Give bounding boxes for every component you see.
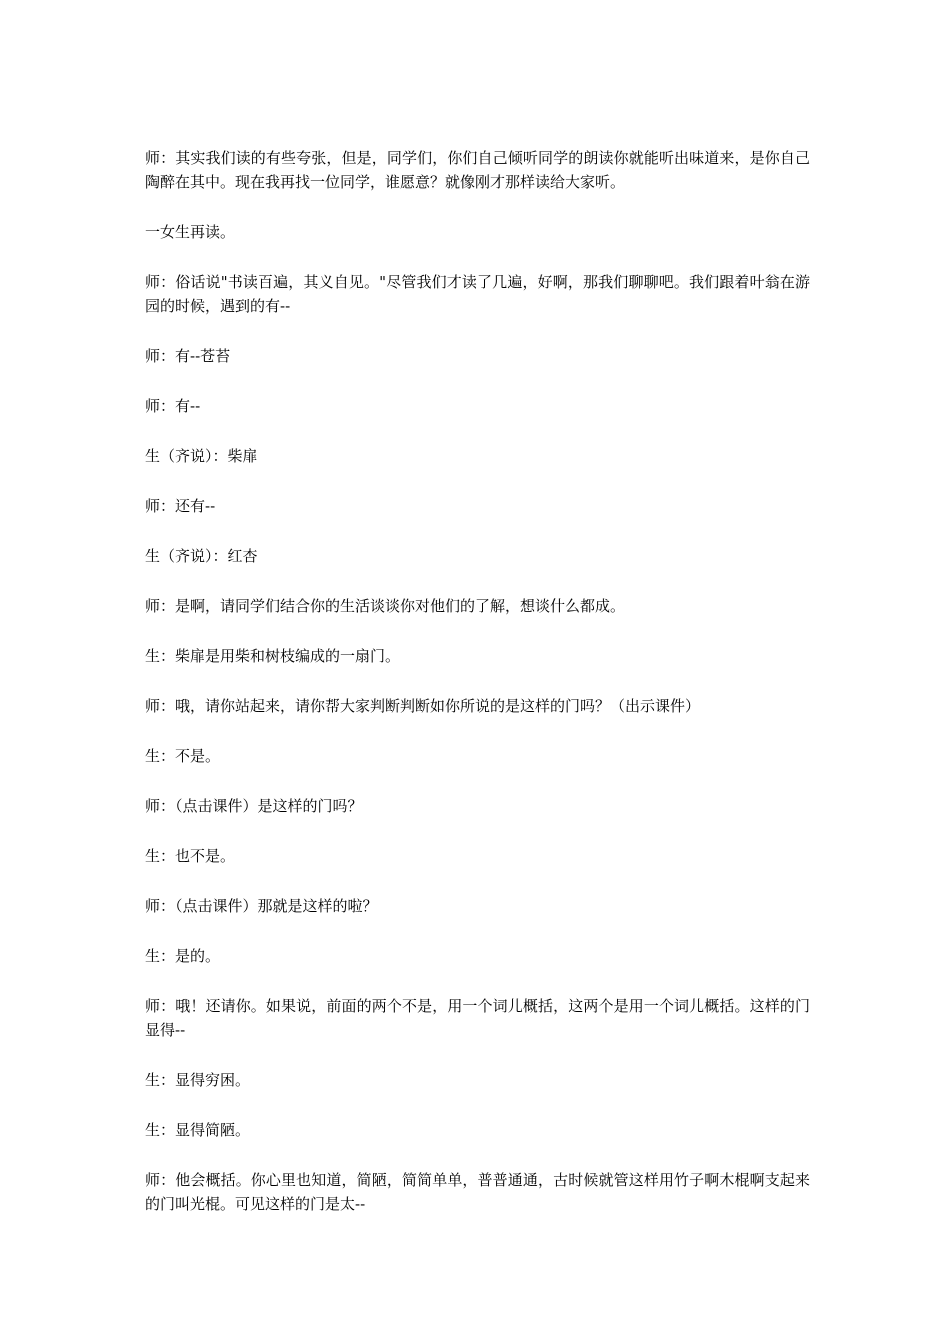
paragraph: 生：也不是。	[145, 847, 236, 865]
paragraph: 师：哦，请你站起来，请你帮大家判断判断如你所说的是这样的门吗？（出示课件）	[145, 697, 701, 715]
paragraph: 师：（点击课件）是这样的门吗？	[145, 797, 363, 815]
paragraph: 师：其实我们读的有些夸张，但是，同学们，你们自己倾听同学的朗读你就能听出味道来，是你自己陶醉在其中。现在我再找一位同学，谁愿意？就像刚才那样读给大家听。	[145, 149, 810, 191]
paragraph: 师：有--	[145, 397, 201, 415]
paragraph: 师：俗话说"书读百遍，其义自见。"尽管我们才读了几遍，好啊，那我们聊聊吧。我们跟着叶翁在游园的时候，遇到的有--	[145, 273, 810, 315]
paragraph: 一女生再读。	[145, 223, 236, 241]
paragraph: 生：不是。	[145, 747, 221, 765]
document-body	[145, 146, 810, 1242]
paragraph: 生：柴扉是用柴和树枝编成的一扇门。	[145, 647, 401, 665]
paragraph: 生（齐说）：柴扉	[145, 447, 258, 465]
paragraph: 师：有--苍苔	[145, 347, 231, 365]
paragraph: 生：是的。	[145, 947, 221, 965]
paragraph: 师：哦！还请你。如果说，前面的两个不是，用一个词儿概括，这两个是用一个词儿概括。这样的门显得--	[145, 997, 810, 1039]
paragraph: 师：他会概括。你心里也知道，简陋，简简单单，普普通通，古时候就管这样用竹子啊木棍啊支起来的门叫光棍。可见这样的门是太--	[145, 1171, 810, 1213]
paragraph: 生（齐说）：红杏	[145, 547, 258, 565]
paragraph: 生：显得简陋。	[145, 1121, 251, 1139]
paragraph: 生：显得穷困。	[145, 1071, 251, 1089]
paragraph: 师：还有--	[145, 497, 216, 515]
paragraph: 师：（点击课件）那就是这样的啦？	[145, 897, 378, 915]
paragraph: 师：是啊，请同学们结合你的生活谈谈你对他们的了解，想谈什么都成。	[145, 597, 626, 615]
